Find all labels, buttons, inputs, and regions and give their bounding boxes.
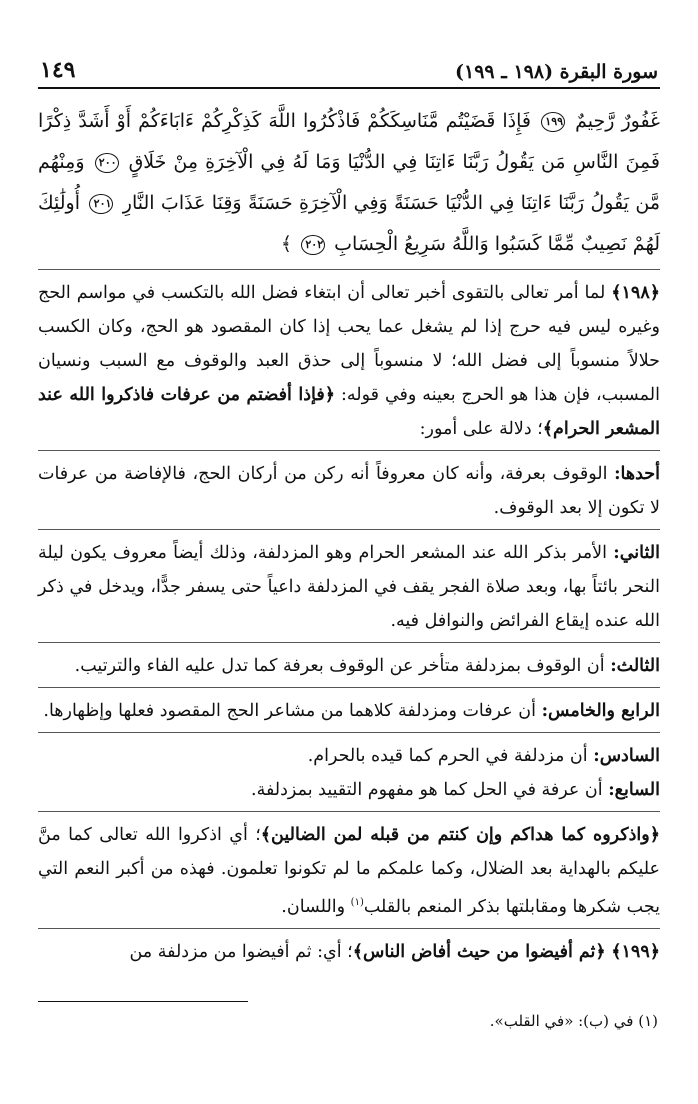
verse-ref: ﴿١٩٩﴾ <box>611 941 660 962</box>
book-page <box>38 55 660 1085</box>
verse-text: غَفُورٌ رَّحِيمٌ <box>575 110 660 132</box>
commentary-paragraph <box>38 818 660 924</box>
verse-number-marker: ٢٠٠ <box>95 153 119 173</box>
quran-verses <box>38 101 660 265</box>
divider <box>38 811 660 812</box>
paragraph-text: الأمر بذكر الله عند المشعر الحرام وهو المزدلفة، وذلك أيضاً معروف يكون ليلة النحر بائتاً بها، وبعد صلاة الفجر يقف في المزدلفة داعياً حتى يسفر جدًّا، ويدخل في ذكر الله عنده إيقاع الفرائض والنوافل فيه. <box>38 543 660 631</box>
point-paragraph <box>38 694 660 728</box>
paragraph-text: ؛ أي اذكروا الله تعالى كما منَّ عليكم بالهداية بعد الضلال، وكما علمكم ما لم تكونوا تعلمون. فهذه من أكبر النعم التي يجب شكرها ومقابلتها بذكر المنعم بالقلب <box>38 825 660 917</box>
surah-title: سورة البقرة (١٩٨ ـ ١٩٩) <box>455 61 658 83</box>
quoted-verse: ﴿ثم أفيضوا من حيث أفاض الناس﴾ <box>352 941 606 962</box>
page-header <box>38 55 660 89</box>
point-paragraph <box>38 773 660 807</box>
verse-text: فَإِذَا قَضَيْتُم مَّنَاسِكَكُمْ فَاذْكُرُوا اللَّهَ كَذِكْرِكُمْ ءَابَاءَكُمْ أَوْ أَشَدَّ ذِكْرًا فَمِنَ النَّاسِ مَن يَقُولُ رَبَّنَا ءَاتِنَا فِي الدُّنْيَا وَمَا لَهُ فِي الْآخِرَةِ مِنْ خَلَاقٍ <box>38 110 660 173</box>
commentary-paragraph <box>38 935 660 969</box>
quoted-verse: ﴿فإذا أفضتم من عرفات فاذكروا الله عند المشعر الحرام﴾ <box>38 385 660 439</box>
verse-ref: ﴿١٩٨﴾ <box>611 283 660 303</box>
paragraph-text: ؛ دلالة على أمور: <box>419 419 543 439</box>
page-number: ١٤٩ <box>40 57 76 83</box>
paragraph-text: الوقوف بعرفة، وأنه كان معروفاً أنه ركن من أركان الحج، فالإفاضة من عرفات لا تكون إلا بعد الوقوف. <box>38 464 660 518</box>
point-label: السابع: <box>608 780 660 800</box>
point-label: الرابع والخامس: <box>541 701 660 721</box>
paragraph-text: أن عرفات ومزدلفة كلاهما من مشاعر الحج المقصود فعلها وإظهارها. <box>43 701 536 721</box>
divider <box>38 269 660 270</box>
paragraph-text: أن عرفة في الحل كما هو مفهوم التقييد بمزدلفة. <box>251 780 603 800</box>
paragraph-text: واللسان. <box>281 896 351 917</box>
paragraph-text: أن الوقوف بمزدلفة متأخر عن الوقوف بعرفة كما تدل عليه الفاء والترتيب. <box>74 656 605 676</box>
divider <box>38 642 660 643</box>
point-paragraph <box>38 457 660 525</box>
verse-number-marker: ٢٠١ <box>89 194 113 214</box>
commentary-paragraph <box>38 276 660 446</box>
verse-end-bracket: ﴾ <box>280 233 293 255</box>
footnote-ref: (١) <box>350 897 364 908</box>
quoted-verse: ﴿واذكروه كما هداكم وإن كنتم من قبله لمن الضالين﴾ <box>260 825 660 845</box>
paragraph-text: لما أمر تعالى بالتقوى أخبر تعالى أن ابتغاء فضل الله بالتكسب في مواسم الحج وغيره ليس فيه حرج إذا لم يشغل عما يحب إذا كان المقصود هو الحج، وكان الكسب حلالاً منسوباً إلى فضل الله؛ لا منسوباً إلى حذق العبد والوقوف مع السبب ونسيان المسبب، فإن هذا هو الحرج بعينه وفي قوله: <box>38 283 660 405</box>
footnote: (١) في (ب): «في القلب». <box>489 1012 658 1030</box>
point-paragraph <box>38 739 660 773</box>
point-label: أحدها: <box>614 464 660 484</box>
divider <box>38 928 660 929</box>
divider <box>38 450 660 451</box>
footnote-divider <box>38 1001 248 1002</box>
point-paragraph <box>38 536 660 638</box>
point-label: الثالث: <box>610 656 660 676</box>
divider <box>38 687 660 688</box>
point-label: السادس: <box>593 746 660 766</box>
point-label: الثاني: <box>613 543 660 563</box>
verse-number-marker: ١٩٩ <box>541 112 565 132</box>
divider <box>38 732 660 733</box>
divider <box>38 529 660 530</box>
verse-text: وَمِنْهُم مَّن يَقُولُ رَبَّنَا ءَاتِنَا فِي الدُّنْيَا حَسَنَةً وَفِي الْآخِرَةِ حَسَنَةً وَقِنَا عَذَابَ النَّارِ <box>38 151 660 214</box>
paragraph-text: أن مزدلفة في الحرم كما قيده بالحرام. <box>307 746 588 766</box>
paragraph-text: ؛ أي: ثم أفيضوا من مزدلفة من <box>129 941 353 962</box>
point-paragraph <box>38 649 660 683</box>
verse-number-marker: ٢٠٢ <box>301 235 325 255</box>
verse-text: أُولَٰئِكَ لَهُمْ نَصِيبٌ مِّمَّا كَسَبُوا وَاللَّهُ سَرِيعُ الْحِسَابِ <box>38 192 660 255</box>
